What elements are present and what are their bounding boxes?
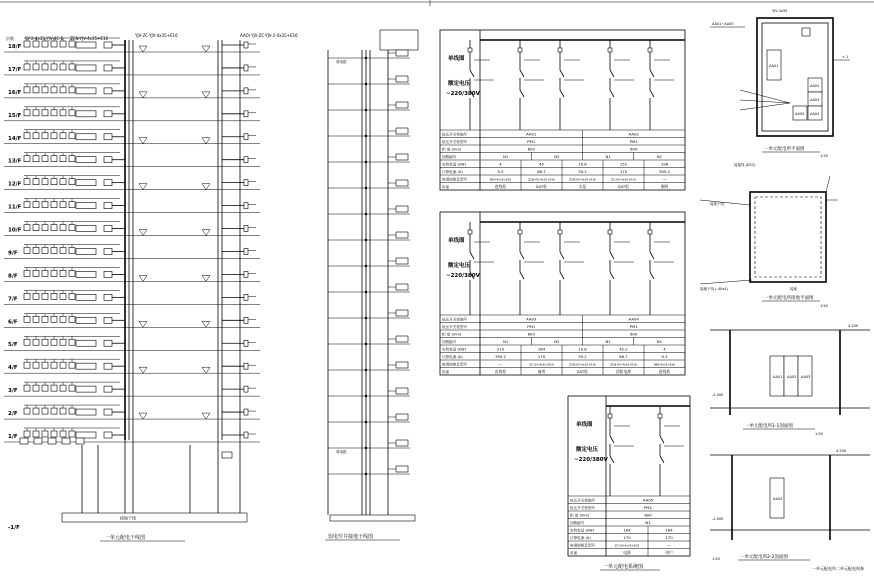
table-row bbox=[440, 345, 685, 353]
row-label: 安装容量 (kW) bbox=[442, 162, 466, 167]
floor-label: 9/F bbox=[8, 250, 18, 257]
table-cell: SAT柜 bbox=[536, 183, 547, 189]
row-label: 回路编号 bbox=[442, 339, 457, 344]
table-cell: ZCN-YJV-4x35+E16 bbox=[528, 177, 555, 182]
table-row bbox=[440, 130, 685, 138]
riser-diagram bbox=[4, 33, 298, 541]
voltage-value: ~220/380V bbox=[574, 457, 608, 463]
table-row bbox=[440, 323, 685, 331]
floor-label: 2/F bbox=[8, 411, 18, 418]
table-cell: 600 bbox=[527, 331, 535, 337]
feeder-circuit bbox=[608, 406, 634, 496]
svg-text:弱电箱: 弱电箱 bbox=[336, 450, 347, 454]
feeder-circuit bbox=[608, 222, 634, 315]
svg-text:接地干线: 接地干线 bbox=[120, 515, 136, 521]
table-cell: AA05 bbox=[642, 497, 654, 503]
table-cell: PM1 bbox=[527, 323, 536, 329]
row-label: 计算电流 (A) bbox=[442, 354, 463, 359]
floor-label: 8/F bbox=[8, 273, 18, 280]
svg-text:AA01~AA05: AA01~AA05 bbox=[712, 22, 734, 26]
table-cell: 600 bbox=[527, 146, 535, 152]
table-cell: N1 bbox=[605, 338, 611, 344]
feeder-circuit bbox=[658, 406, 684, 496]
table-cell: PM1 bbox=[629, 323, 638, 329]
floor-label: 10/F bbox=[8, 227, 22, 234]
row-label: 低压开关柜型号 bbox=[442, 324, 468, 329]
shaft-row bbox=[328, 76, 410, 85]
table-row bbox=[440, 168, 685, 176]
svg-text:1:50: 1:50 bbox=[815, 432, 823, 436]
table-row bbox=[440, 330, 685, 338]
floor-label: 5/F bbox=[8, 342, 18, 349]
table-cell: 395.2 bbox=[495, 353, 506, 359]
table-cell: ZC-YJV-4x35+E16 bbox=[529, 362, 554, 367]
row-label: 用途 bbox=[442, 184, 450, 189]
table-cell: 19.8 bbox=[578, 346, 587, 352]
table-cell: N2 bbox=[554, 338, 560, 344]
table-cell: 164 bbox=[623, 527, 631, 533]
voltage-value: ~220/380V bbox=[446, 91, 480, 97]
svg-text:+.1: +.1 bbox=[842, 55, 849, 59]
table-row bbox=[440, 338, 685, 346]
table-row bbox=[568, 504, 690, 510]
floor-label: 17/F bbox=[8, 66, 22, 73]
table-cell: PM1 bbox=[629, 138, 638, 144]
svg-text:ZCN-YJV-4x35+E16: ZCN-YJV-4x35+E16 bbox=[70, 36, 109, 41]
table-row bbox=[440, 138, 685, 146]
table-cell: 42.2 bbox=[619, 346, 628, 352]
table-cell: 170 bbox=[665, 534, 673, 540]
system-caption: 一单元配电系统图 bbox=[603, 564, 644, 570]
table-row bbox=[568, 534, 690, 542]
voltage-label: 额定电压 bbox=[448, 263, 471, 269]
row-label: 电缆规格及型号 bbox=[442, 177, 468, 182]
section-2-2 bbox=[710, 449, 870, 571]
svg-text:弱电箱: 弱电箱 bbox=[336, 60, 347, 64]
table-cell: 39.2 bbox=[578, 168, 587, 174]
table-cell: AA03 bbox=[526, 316, 537, 322]
table-cell: — bbox=[498, 361, 503, 367]
shaft-row bbox=[328, 232, 410, 241]
feeder-circuit bbox=[468, 222, 494, 315]
shaft-row bbox=[328, 414, 410, 423]
svg-text:4.200: 4.200 bbox=[848, 324, 859, 328]
table-cell: ZCN-YJV-4x35+E16 bbox=[569, 177, 596, 182]
floor-label: 1/F bbox=[8, 434, 18, 440]
table-cell: AA04 bbox=[628, 316, 639, 322]
table-cell: 164 bbox=[665, 527, 673, 533]
table-cell: 170 bbox=[537, 353, 546, 359]
feeder-circuit bbox=[518, 222, 544, 315]
table-row bbox=[440, 368, 685, 376]
table-row bbox=[440, 183, 685, 191]
svg-text:AA02: AA02 bbox=[787, 375, 797, 379]
table-row bbox=[440, 145, 685, 153]
switchgear-panel-aa03-aa04 bbox=[440, 212, 685, 375]
svg-text:YJV-4x35: YJV-4x35 bbox=[772, 9, 788, 13]
table-cell: N1 bbox=[502, 338, 509, 344]
table-cell: 出线柜 bbox=[494, 368, 507, 374]
table-cell: 9.3 bbox=[661, 353, 668, 359]
shaft-row bbox=[328, 466, 410, 475]
svg-text:AA03: AA03 bbox=[810, 98, 820, 102]
row-label: 低压开关柜编号 bbox=[570, 498, 596, 503]
voltage-value: ~220/380V bbox=[446, 273, 480, 279]
svg-text:AAOI YJV-ZC-YJV-2-4x35+E16: AAOI YJV-ZC-YJV-2-4x35+E16 bbox=[240, 33, 298, 38]
shaft-row bbox=[328, 362, 410, 371]
svg-text:一单元配电所接地平面图: 一单元配电所接地平面图 bbox=[764, 296, 814, 301]
row-label: 回路编号 bbox=[442, 154, 457, 159]
floor-label: 11/F bbox=[8, 204, 22, 211]
shaft-row bbox=[328, 310, 410, 319]
table-cell: N1 bbox=[645, 519, 651, 525]
shaft-row bbox=[328, 440, 410, 454]
shaft-row bbox=[328, 50, 410, 64]
table-cell: AA02 bbox=[628, 131, 639, 137]
table-cell: 进线柜 bbox=[494, 183, 507, 189]
table-cell: — bbox=[667, 542, 671, 548]
row-label: 低压开关柜编号 bbox=[442, 317, 468, 322]
feeder-circuit bbox=[648, 222, 674, 315]
table-cell: 164 bbox=[537, 346, 546, 352]
section-1-1 bbox=[710, 324, 870, 436]
svg-text:AA04: AA04 bbox=[810, 112, 820, 116]
row-label: 安装容量 (kW) bbox=[570, 528, 594, 533]
table-cell: 照明 bbox=[660, 183, 669, 189]
feeder-circuit bbox=[468, 40, 494, 130]
floor-label: 14/F bbox=[8, 135, 22, 142]
floor-label: 15/F bbox=[8, 112, 22, 119]
floor-label: 13/F bbox=[8, 158, 22, 165]
svg-text:接地线 (Ø12): 接地线 (Ø12) bbox=[734, 163, 756, 167]
table-cell: PM1 bbox=[527, 138, 536, 144]
svg-text:接地: 接地 bbox=[790, 287, 797, 291]
svg-text:1:50: 1:50 bbox=[820, 154, 828, 158]
substation-plan bbox=[710, 9, 850, 158]
table-cell: 210 bbox=[496, 346, 505, 352]
row-label: 计算电流 (A) bbox=[570, 535, 591, 540]
table-row bbox=[440, 160, 685, 168]
table-row bbox=[568, 549, 690, 557]
table-cell: AA01 bbox=[526, 131, 537, 137]
voltage-label: 额定电压 bbox=[576, 447, 599, 453]
svg-text:一单元配电所1-1剖面图: 一单元配电所1-1剖面图 bbox=[745, 424, 793, 429]
table-row bbox=[440, 153, 685, 161]
shaft-row bbox=[328, 206, 410, 215]
basement-label: -1/F bbox=[8, 525, 20, 531]
floor-label: 4/F bbox=[8, 365, 18, 372]
feeder-circuit bbox=[518, 40, 544, 130]
table-cell: NBV-4x35+E16 bbox=[653, 362, 676, 367]
table-cell: 4 bbox=[499, 161, 502, 167]
shaft-row bbox=[328, 388, 410, 397]
table-cell: ZC-YJV-4x35+E16 bbox=[614, 543, 640, 548]
table-cell: 600 bbox=[644, 512, 652, 518]
panel-title: 单线图 bbox=[448, 238, 465, 244]
shaft-row bbox=[328, 284, 410, 293]
row-label: 低压开关柜编号 bbox=[442, 132, 468, 137]
svg-text:YJV-ZC-YJV-4x35+E16: YJV-ZC-YJV-4x35+E16 bbox=[135, 33, 178, 38]
row-label: 计算电流 (A) bbox=[442, 169, 463, 174]
table-cell: ZCN-YJV-4x35+E16 bbox=[610, 362, 637, 367]
svg-text:AA05: AA05 bbox=[795, 112, 805, 116]
table-cell: 600 bbox=[630, 146, 638, 152]
table-cell: N1 bbox=[605, 153, 611, 159]
svg-text:接地干线: 接地干线 bbox=[710, 202, 724, 206]
shaft-row bbox=[328, 154, 410, 163]
floor-label: 6/F bbox=[8, 319, 18, 326]
table-cell: 170 bbox=[619, 168, 628, 174]
table-cell: ZCN-YJV-4x35+E16 bbox=[569, 362, 596, 367]
floor-label: 7/F bbox=[8, 296, 18, 303]
panel-title: 单线图 bbox=[576, 422, 593, 428]
voltage-label: 额定电压 bbox=[448, 81, 471, 87]
table-cell: 用户 bbox=[665, 549, 673, 555]
svg-text:AA01: AA01 bbox=[769, 64, 779, 68]
table-row bbox=[568, 526, 690, 534]
row-label: 电缆规格及型号 bbox=[442, 362, 468, 367]
table-cell: 水泵 bbox=[578, 183, 587, 189]
svg-text:AA03: AA03 bbox=[801, 375, 811, 379]
floor-label: 3/F bbox=[8, 388, 18, 395]
shaft-row bbox=[328, 128, 410, 137]
shaft-caption: 弱电竖井接地干线图 bbox=[328, 534, 374, 540]
row-label: 低压开关柜型号 bbox=[570, 505, 596, 510]
svg-text:1:50: 1:50 bbox=[712, 557, 720, 561]
table-cell: N1 bbox=[656, 153, 663, 159]
table-cell: 消防电源 bbox=[615, 368, 632, 374]
svg-text:AA02: AA02 bbox=[810, 84, 820, 88]
svg-text:接地干线 (-40x4): 接地干线 (-40x4) bbox=[700, 287, 728, 291]
table-row bbox=[440, 175, 685, 183]
table-cell: — bbox=[662, 176, 667, 182]
svg-text:AA04: AA04 bbox=[773, 497, 783, 501]
table-row bbox=[440, 360, 685, 368]
table-row bbox=[440, 353, 685, 361]
table-cell: 电源 bbox=[623, 549, 631, 555]
table-cell: 45 bbox=[539, 161, 544, 167]
row-label: 回路编号 bbox=[570, 520, 585, 525]
row-label: 电缆规格及型号 bbox=[570, 543, 596, 548]
svg-text:SY-2-4x35 YJV-4C-E: SY-2-4x35 YJV-4C-E bbox=[25, 36, 64, 41]
table-cell: SAT柜 bbox=[618, 183, 629, 189]
table-cell: PM1 bbox=[644, 504, 652, 510]
table-cell: 305.2 bbox=[659, 168, 670, 174]
table-cell: 进线柜 bbox=[658, 368, 671, 374]
table-cell: 备用 bbox=[537, 368, 546, 374]
table-cell: SAT柜 bbox=[577, 368, 588, 374]
feeder-circuit bbox=[558, 40, 584, 130]
table-cell: 39.2 bbox=[578, 353, 587, 359]
table-row bbox=[440, 315, 685, 323]
svg-text:4.200: 4.200 bbox=[836, 449, 847, 453]
row-label: 用途 bbox=[570, 550, 578, 555]
svg-text:一单元配电所2-2剖面图: 一单元配电所2-2剖面图 bbox=[740, 555, 788, 560]
table-cell: N2 bbox=[554, 153, 560, 159]
shaft-row bbox=[328, 336, 410, 345]
footnote: 一单元配电所二单元配电间参 bbox=[812, 566, 864, 571]
svg-text:AA01: AA01 bbox=[773, 375, 783, 379]
table-cell: 4 bbox=[663, 346, 666, 352]
cable-shaft-diagram bbox=[325, 30, 418, 540]
grounding-plan bbox=[700, 162, 838, 308]
row-label: 用途 bbox=[442, 369, 450, 374]
floor-label: 16/F bbox=[8, 89, 22, 96]
table-cell: 86.7 bbox=[537, 168, 546, 174]
table-row bbox=[568, 511, 690, 517]
row-label: 柜 宽 (mm) bbox=[442, 147, 462, 152]
floor-label: 12/F bbox=[8, 181, 22, 188]
row-label: 柜 宽 (mm) bbox=[442, 332, 462, 337]
table-cell: 19.8 bbox=[578, 161, 587, 167]
svg-text:一单元配电所平面图: 一单元配电所平面图 bbox=[764, 147, 805, 152]
table-cell: ZC-YJV-4x35+E16 bbox=[611, 177, 636, 182]
row-label: 柜 宽 (mm) bbox=[570, 513, 590, 518]
switchgear-panel-aa01-aa02 bbox=[440, 30, 685, 190]
riser-caption: 一单元配电干线图 bbox=[105, 535, 146, 541]
table-cell: BDV-4x35+E16 bbox=[489, 177, 512, 182]
riser-bottom bbox=[20, 438, 232, 458]
panel-title: 单线图 bbox=[448, 56, 465, 62]
table-cell: 152 bbox=[619, 161, 628, 167]
table-cell: N1 bbox=[502, 153, 509, 159]
shaft-row bbox=[328, 258, 410, 267]
table-cell: 170 bbox=[623, 534, 631, 540]
table-row bbox=[568, 496, 690, 502]
feeder-circuit bbox=[558, 222, 584, 315]
row-label: 低压开关柜型号 bbox=[442, 139, 468, 144]
svg-text:层数: 层数 bbox=[6, 36, 14, 41]
table-cell: 86.7 bbox=[619, 353, 628, 359]
table-cell: 600 bbox=[630, 331, 638, 337]
row-label: 安装容量 (kW) bbox=[442, 347, 466, 352]
svg-text:-2.000: -2.000 bbox=[712, 517, 724, 521]
table-row bbox=[568, 519, 690, 525]
shaft-row bbox=[328, 180, 410, 189]
feeder-circuit bbox=[608, 40, 634, 130]
svg-text:1:50: 1:50 bbox=[820, 304, 828, 308]
switchgear-panel-aa05 bbox=[568, 396, 690, 556]
table-cell: 198 bbox=[660, 161, 669, 167]
feeder-circuit bbox=[648, 40, 674, 130]
table-row bbox=[568, 541, 690, 549]
table-cell: N1 bbox=[656, 338, 663, 344]
shaft-row bbox=[328, 102, 410, 111]
svg-text:-2.000: -2.000 bbox=[712, 393, 724, 397]
table-cell: 9.3 bbox=[497, 168, 504, 174]
floor-label: 18/F bbox=[8, 44, 22, 50]
